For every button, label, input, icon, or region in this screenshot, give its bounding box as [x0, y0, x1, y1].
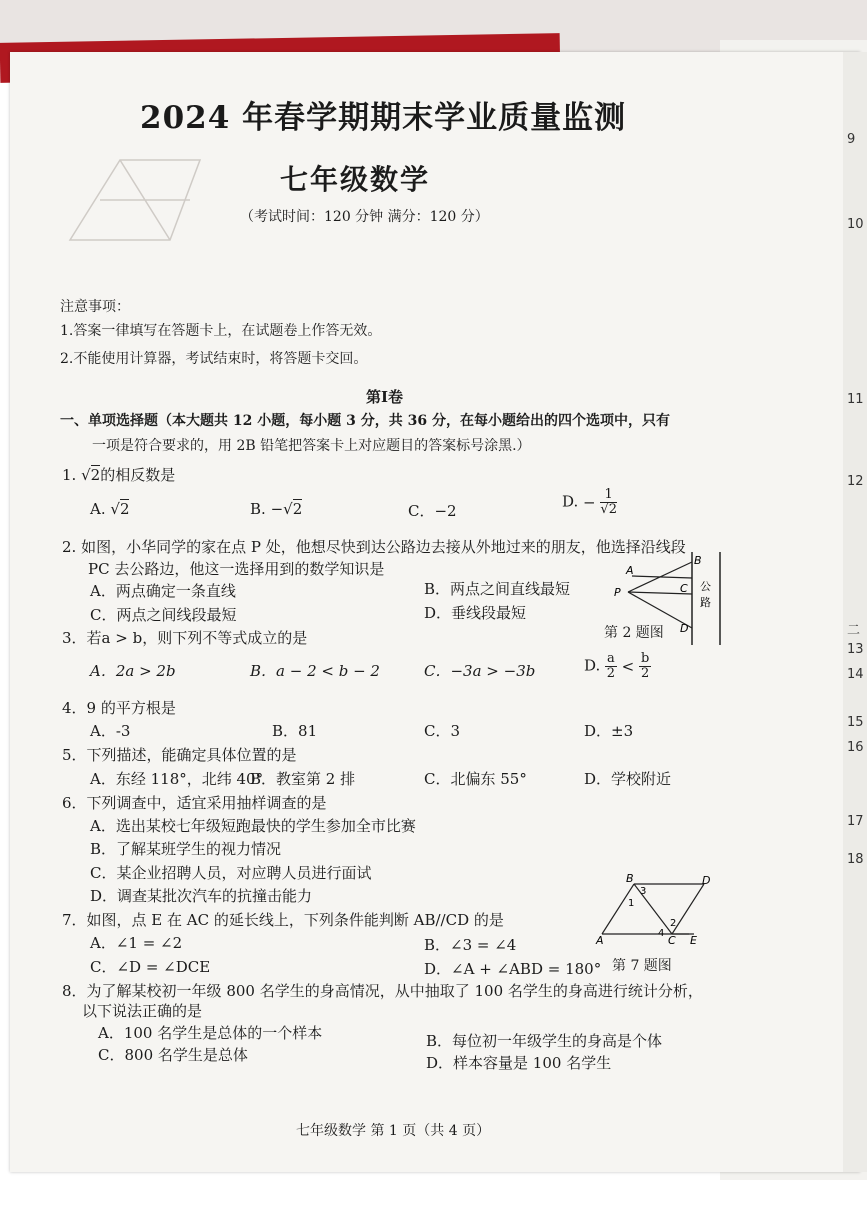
q7-figure [594, 872, 724, 947]
q3-option-d: D. $\frac{a}{2}$ < $\frac{b}{2}$ [584, 651, 650, 681]
svg-text:B: B [626, 872, 634, 885]
question-2-line2: PC 去公路边，他这一选择用到的数学知识是 [88, 560, 385, 578]
q7-option-a: A．∠1 = ∠2 [90, 934, 183, 952]
q3-option-b: B．a − 2 < b − 2 [250, 662, 380, 680]
q1-option-d: D. − $\frac{1}{√2}$ [562, 487, 617, 517]
edge-number: 10 [847, 217, 864, 232]
section-heading: 一、单项选择题（本大题共 12 小题，每小题 3 分，共 36 分，在每小题给出的四个选项中，只有 [60, 413, 670, 429]
q1-option-c: C．−2 [408, 502, 457, 520]
question-7-stem: 7．如图，点 E 在 AC 的延长线上，下列条件能判断 AB//CD 的是 [62, 911, 504, 929]
option-letter: A. [90, 500, 106, 518]
sqrt2-expr: √2 [81, 466, 101, 484]
svg-text:A: A [626, 564, 634, 577]
option-letter: B. [250, 500, 266, 518]
q2-option-d: D．垂线段最短 [424, 604, 527, 622]
adjacent-page-edge [843, 52, 867, 1172]
svg-text:C: C [668, 934, 676, 947]
q5-option-a: A．东经 118°，北纬 40° [90, 770, 264, 788]
q4-option-b: B．81 [272, 722, 318, 740]
edge-number: 17 [847, 814, 864, 829]
bleed-through-figure [60, 140, 210, 260]
svg-text:E: E [690, 934, 697, 947]
q2-option-a: A．两点确定一条直线 [90, 582, 236, 600]
question-text: 的相反数是 [100, 466, 176, 484]
q1-option-a: A. √2 [90, 500, 130, 518]
option-letter: D. [584, 656, 601, 675]
edge-number: 9 [847, 132, 856, 147]
edge-number: 13 [847, 642, 864, 657]
road-label-2: 路 [700, 596, 711, 609]
q3-option-a: A．2a > 2b [90, 662, 176, 680]
edge-number: 12 [847, 474, 864, 489]
question-5-stem: 5．下列描述，能确定具体位置的是 [62, 746, 297, 764]
edge-number: 14 [847, 667, 864, 682]
q4-option-d: D．±3 [584, 722, 634, 740]
question-8-line1: 8．为了解某校初一年级 800 名学生的身高情况，从中抽取了 100 名学生的身高进行统计分析， [62, 982, 703, 1000]
question-4-stem: 4．9 的平方根是 [62, 699, 176, 717]
svg-text:D: D [702, 874, 711, 887]
q8-option-c: C．800 名学生是总体 [98, 1046, 248, 1064]
q6-option-a: A．选出某校七年级短跑最快的学生参加全市比赛 [90, 817, 416, 835]
edge-number: 11 [847, 392, 864, 407]
q3-option-c: C．−3a > −3b [424, 662, 536, 680]
section-heading-cont: 一项是符合要求的，用 2B 铅笔把答案卡上对应题目的答案标号涂黑.） [92, 438, 531, 454]
edge-number: 18 [847, 852, 864, 867]
part-label: 第Ⅰ卷 [366, 388, 404, 406]
q2-option-c: C．两点之间线段最短 [90, 606, 237, 624]
fraction: $\frac{b}{2}$ [640, 651, 650, 681]
q7-option-b: B．∠3 = ∠4 [424, 936, 517, 954]
svg-text:D: D [680, 622, 689, 635]
q2-option-b: B．两点之间直线最短 [424, 580, 571, 598]
q7-option-c: C．∠D = ∠DCE [90, 958, 211, 976]
question-8-line2: 以下说法正确的是 [82, 1002, 203, 1020]
question-6-stem: 6．下列调查中，适宜采用抽样调查的是 [62, 794, 327, 812]
edge-number: 16 [847, 740, 864, 755]
edge-number: 15 [847, 715, 864, 730]
q6-option-d: D．调查某批次汽车的抗撞击能力 [90, 887, 313, 905]
q1-option-b: B. −√2 [250, 500, 303, 518]
q5-option-c: C．北偏东 55° [424, 770, 527, 788]
q8-option-d: D．样本容量是 100 名学生 [426, 1054, 612, 1072]
q8-option-a: A．100 名学生是总体的一个样本 [98, 1024, 323, 1042]
svg-text:3: 3 [640, 886, 647, 897]
page-footer: 七年级数学 第 1 页（共 4 页） [296, 1123, 491, 1139]
question-number: 1. [62, 466, 77, 484]
question-1-stem [62, 464, 175, 485]
question-3-stem: 3．若a > b，则下列不等式成立的是 [62, 629, 308, 647]
q5-option-d: D．学校附近 [584, 770, 672, 788]
fraction: $\frac{1}{√2}$ [600, 487, 617, 517]
note-item: 1.答案一律填写在答题卡上，在试题卷上作答无效。 [60, 323, 382, 339]
road-label-1: 公 [700, 580, 711, 593]
q5-option-b: B．教室第 2 排 [250, 770, 356, 788]
svg-text:A: A [596, 934, 604, 947]
notes-heading: 注意事项： [60, 299, 130, 315]
q7-figure-caption: 第 7 题图 [612, 958, 672, 974]
q2-figure-caption: 第 2 题图 [604, 625, 664, 641]
q6-option-c: C．某企业招聘人员，对应聘人员进行面试 [90, 864, 372, 882]
fraction: $\frac{a}{2}$ [606, 651, 616, 681]
edge-number: 二 [847, 623, 861, 638]
q4-option-a: A．-3 [90, 722, 131, 740]
q6-option-b: B．了解某班学生的视力情况 [90, 840, 282, 858]
svg-text:B: B [694, 554, 702, 567]
question-2-line1: 2. 如图，小华同学的家在点 P 处，他想尽快到达公路边去接从外地过来的朋友，他选择沿线段 [62, 538, 686, 556]
q4-option-c: C．3 [424, 722, 461, 740]
note-item: 2.不能使用计算器，考试结束时，将答题卡交回。 [60, 351, 368, 367]
exam-title: 2024 年春学期期末学业质量监测 [140, 100, 627, 136]
option-letter: D. [562, 492, 579, 511]
exam-time-info: （考试时间：120 分钟 满分：120 分） [240, 209, 489, 225]
svg-text:2: 2 [670, 918, 677, 929]
q7-option-d: D．∠A + ∠ABD = 180° [424, 960, 602, 978]
svg-text:C: C [680, 582, 688, 595]
q8-option-b: B．每位初一年级学生的身高是个体 [426, 1032, 663, 1050]
exam-subject: 七年级数学 [280, 163, 431, 196]
svg-text:1: 1 [628, 898, 635, 909]
svg-text:P: P [614, 586, 621, 599]
svg-text:4: 4 [658, 928, 665, 939]
